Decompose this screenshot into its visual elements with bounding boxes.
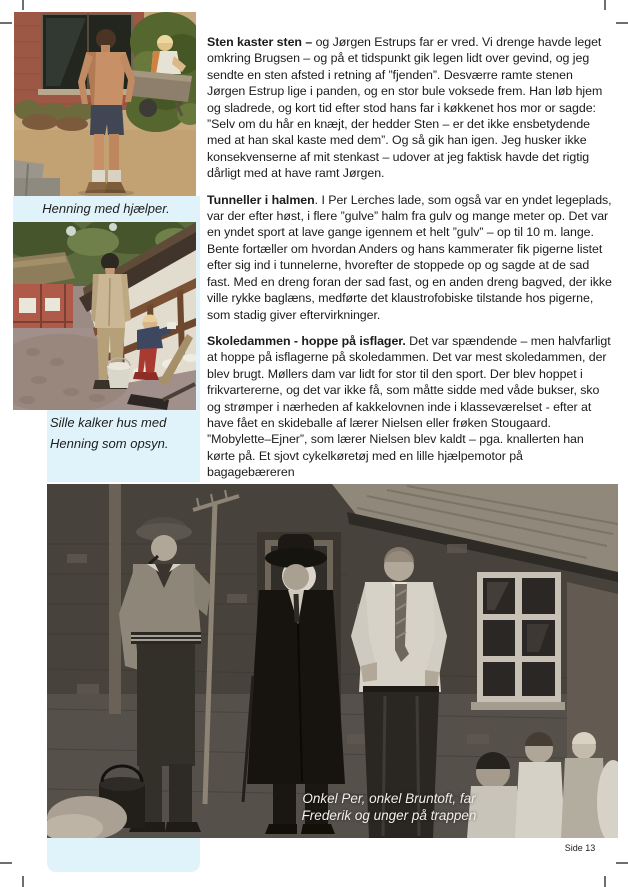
caption-bottom-line2: Frederik og unger på trappen xyxy=(301,808,477,823)
crop-mark-top-right-v xyxy=(604,0,606,10)
crop-mark-bottom-right-v xyxy=(604,876,606,887)
caption-sille xyxy=(50,412,198,454)
photo-sille-kalker-hus xyxy=(13,222,196,410)
paragraph-sten-kaster-sten xyxy=(207,34,613,182)
article-text xyxy=(207,34,613,491)
caption-bottom-photo xyxy=(214,790,564,824)
crop-mark-bottom-left-h xyxy=(0,862,12,864)
paragraph-body: Det var spændende – men halvfarligt at hoppe på isflagerne på skoledammen. Det var mest skoledammen, der blev brugt. Møllers dam var lidt for stor til den sport. Der blev hoppet i frikvartererne, og det var ikke få, som måtte sidde med våde bukser, sko og strømper i nærheden af kakkelovnen inde i klasseværelset - efter at have fået en skideballe af lærer Nielsen eller frøken Stougaard. ”Mobylette–Ejner”, som lærer Nielsen blev kaldt – pga. knallerten han kørte på. Et sjovt cykelkøretøj med en lille hjælpemotor på bagagebæreren xyxy=(207,333,611,480)
caption-sille-line1: Sille kalker hus med xyxy=(50,415,167,430)
caption-henning: Henning med hjælper. xyxy=(42,201,170,216)
paragraph-body: og Jørgen Estrups far er vred. Vi drenge havde leget omkring Brugsen – og på et tidspunkt gik legen lidt over gevind, og jeg sendte en sten afsted i retning af ”fjenden”. Desværre ramte stenen Jørgen Estrup lige i panden, og en stor bule voksede frem. Han løb hjem og sladrede, og kort tid efter stod hans far i køkkenet hos mor or sagde: ”Selv om du hår en knæjt, der hedder Sten – er det ikke ensbetydende med at han skal kaste med dem”. Og så gik han igen. Jeg husker ikke konsekvenserne af mit stenkast – udover at jeg faktisk havde det rigtig dårligt med at have ramt Jørgen. xyxy=(207,35,603,181)
photo-henning-med-hjaelper xyxy=(14,12,196,196)
paragraph-body: . I Per Lerches lade, som også var en yndet legeplads, var der efter høst, i flere ”gulve” halm fra gulv og mange meter op. Det var en yndet sport at lave gange igennem et helt ”gulv” – op til 10 m. lange. Bente fortæller om hvordan Anders og hans kammerater fik pigerne listet efter sig ind i tunnelerne, hvorefter de stoppede op og sagde at de sad fast. Med en dreng foran der sad fast, og en anden dreng bagved, der ikke ville rykke baglæns, medførte det klaustrofobiske tilstande hos pigerne, som stadig giver eftervirkninger. xyxy=(207,192,612,322)
caption-bottom-line1: Onkel Per, onkel Bruntoft, far xyxy=(302,791,476,806)
paragraph-tunneller-i-halmen xyxy=(207,192,613,323)
photo-onkel-per-trappen xyxy=(47,484,618,838)
paragraph-lead: Tunneller i halmen xyxy=(207,192,315,207)
crop-mark-top-left-h xyxy=(0,22,12,24)
bottom-left-blue-panel xyxy=(47,838,200,872)
crop-mark-bottom-right-h xyxy=(616,862,628,864)
crop-mark-top-right-h xyxy=(616,22,628,24)
background-house xyxy=(13,252,75,332)
caption-sille-line2: Henning som opsyn. xyxy=(50,436,169,451)
paragraph-lead: Skoledammen - hoppe på isflager. xyxy=(207,333,406,348)
photo-sille-illustration xyxy=(13,222,196,410)
paragraph-skoledammen xyxy=(207,333,613,481)
crop-mark-top-left-v xyxy=(22,0,24,10)
window xyxy=(471,572,565,710)
page-number: Side 13 xyxy=(564,843,596,853)
paragraph-lead: Sten kaster sten – xyxy=(207,35,313,49)
photo-family-illustration xyxy=(47,484,618,838)
photo-henning-illustration xyxy=(14,12,196,196)
crop-mark-bottom-left-v xyxy=(22,876,24,887)
